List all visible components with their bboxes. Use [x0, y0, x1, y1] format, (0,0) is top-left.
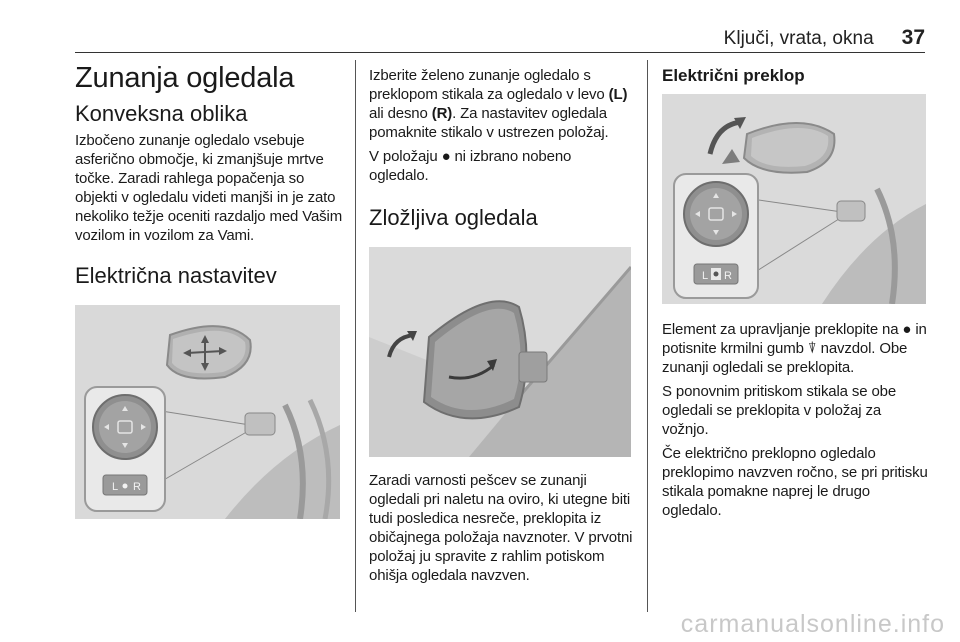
header-title: Ključi, vrata, okna [723, 28, 874, 49]
fig1-label-r: R [133, 481, 141, 493]
column-1 [75, 58, 345, 523]
electric-fold-illustration [662, 94, 926, 304]
column-divider-1 [355, 60, 356, 612]
section-title-electric-adjust: Električna nastavitev [75, 263, 277, 288]
pedestrian-safety-text: Zaradi varnosti pešcev se zunanji ogledali pri naletu na oviro, ki utegne biti tudi posledica nesreče, preklopita iz običajnega položaja navznoter. V prvotni položaj ju spravite z rahlim potiskom ohišja ogledala navzven. [369, 472, 633, 584]
fig1-label-l: L [112, 481, 119, 493]
select-mirror-text: Izberite želeno zunanje ogledalo s preklopom stikala za ogledalo v levo (L) ali desno (R). Za nastavitev ogledala pomaknite stikalo v ustrezen položaj. [369, 67, 628, 141]
column-3 [662, 58, 928, 525]
section-title-folding: Zložljiva ogledala [369, 205, 538, 230]
convex-text: Izbočeno zunanje ogledalo vsebuje asferično območje, ki zmanjšuje mrtve točke. Zaradi rahlega popačenja so objekti v ogledalu videti manjši in je zato nekoliko težje oceniti razdaljo med Vašim vozilom in vozilom za Vami. [75, 132, 343, 244]
mirror-adjust-illustration [75, 305, 340, 519]
section-title-convex: Konveksna oblika [75, 101, 248, 126]
fig2-label-r: R [724, 270, 732, 282]
page-number: 37 [901, 26, 925, 49]
folding-mirror-illustration [369, 247, 631, 457]
manual-fold-text: Če električno preklopno ogledalo preklopimo navzven ročno, se pri pritisku stikala pomakne naprej le drugo ogledalo. [662, 445, 928, 519]
unfold-text: S ponovnim pritiskom stikala se obe ogledali se preklopita v položaj za vožnjo. [662, 383, 897, 438]
column-2 [369, 58, 633, 590]
fold-instruction-text: Element za upravljanje preklopite na ● in potisnite krmilni gumb ⍒ navzdol. Obe zunanji ogledali se preklopita. [662, 321, 927, 376]
section-title-electric-fold: Električni preklop [662, 66, 805, 85]
column-divider-2 [647, 60, 648, 612]
neutral-position-text: V položaju ● ni izbrano nobeno ogledalo. [369, 148, 572, 184]
main-title: Zunanja ogledala [75, 62, 295, 94]
fig2-label-l: L [702, 270, 709, 282]
page-header [75, 26, 925, 50]
header-rule [75, 52, 925, 53]
watermark: carmanualsonline.info [680, 610, 945, 638]
